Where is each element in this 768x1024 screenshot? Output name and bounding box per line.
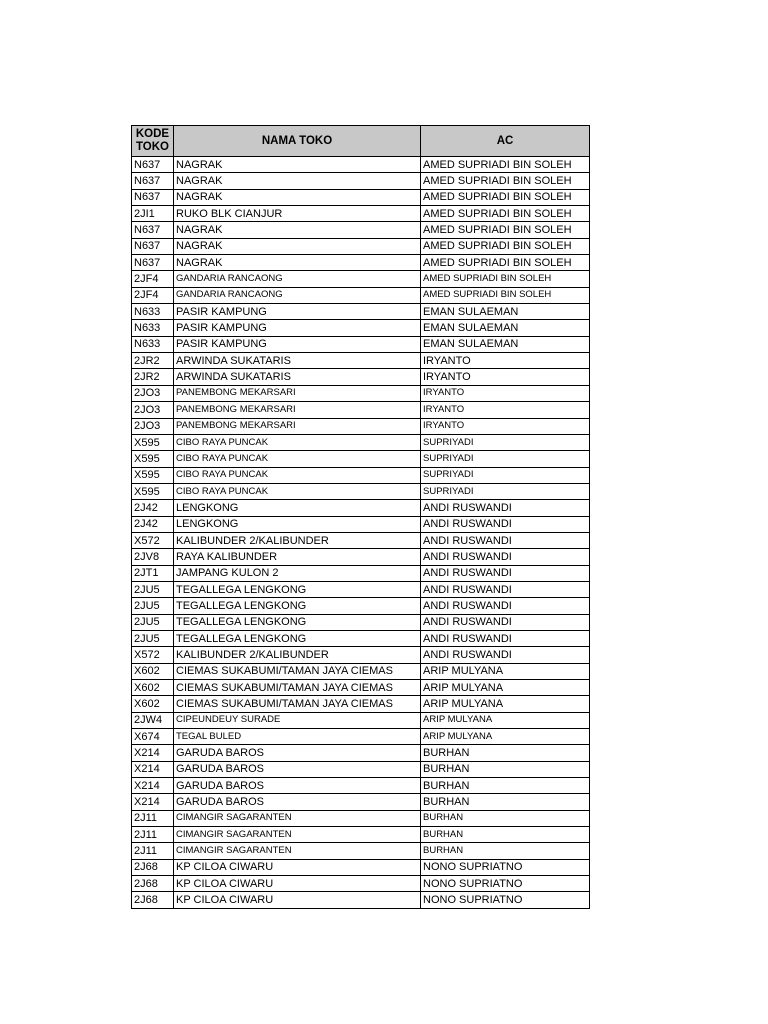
cell-nama-toko: PASIR KAMPUNG bbox=[174, 304, 421, 320]
header-kode-toko: KODE TOKO bbox=[132, 126, 174, 157]
cell-ac: BURHAN bbox=[421, 827, 590, 843]
cell-kode-toko: 2JU5 bbox=[132, 614, 174, 630]
cell-ac: IRYANTO bbox=[421, 418, 590, 434]
cell-nama-toko: KP CILOA CIWARU bbox=[174, 859, 421, 875]
table-row bbox=[132, 206, 590, 222]
cell-kode-toko: 2JF4 bbox=[132, 287, 174, 303]
cell-nama-toko: NAGRAK bbox=[174, 189, 421, 205]
cell-kode-toko: X214 bbox=[132, 794, 174, 810]
cell-nama-toko: CIEMAS SUKABUMI/TAMAN JAYA CIEMAS bbox=[174, 663, 421, 679]
cell-ac: AMED SUPRIADI BIN SOLEH bbox=[421, 189, 590, 205]
cell-nama-toko: CIBO RAYA PUNCAK bbox=[174, 467, 421, 483]
cell-nama-toko: LENGKONG bbox=[174, 500, 421, 516]
cell-kode-toko: N633 bbox=[132, 304, 174, 320]
table-row bbox=[132, 483, 590, 499]
table-row bbox=[132, 843, 590, 859]
table-row bbox=[132, 794, 590, 810]
cell-kode-toko: X595 bbox=[132, 467, 174, 483]
cell-ac: ANDI RUSWANDI bbox=[421, 614, 590, 630]
cell-kode-toko: X572 bbox=[132, 532, 174, 548]
table-row bbox=[132, 271, 590, 287]
table-row bbox=[132, 810, 590, 826]
store-table bbox=[131, 125, 590, 909]
cell-kode-toko: 2JI1 bbox=[132, 206, 174, 222]
table-row bbox=[132, 451, 590, 467]
cell-ac: ARIP MULYANA bbox=[421, 696, 590, 712]
cell-ac: AMED SUPRIADI BIN SOLEH bbox=[421, 222, 590, 238]
cell-kode-toko: 2JU5 bbox=[132, 581, 174, 597]
cell-ac: IRYANTO bbox=[421, 402, 590, 418]
table-row bbox=[132, 434, 590, 450]
cell-nama-toko: TEGALLEGA LENGKONG bbox=[174, 598, 421, 614]
table-row bbox=[132, 581, 590, 597]
table-row bbox=[132, 647, 590, 663]
cell-kode-toko: 2JO3 bbox=[132, 418, 174, 434]
cell-ac: NONO SUPRIATNO bbox=[421, 859, 590, 875]
cell-kode-toko: X595 bbox=[132, 483, 174, 499]
cell-nama-toko: CIMANGIR SAGARANTEN bbox=[174, 827, 421, 843]
cell-kode-toko: 2JO3 bbox=[132, 402, 174, 418]
table-row bbox=[132, 255, 590, 271]
cell-ac: EMAN SULAEMAN bbox=[421, 336, 590, 352]
cell-kode-toko: 2JO3 bbox=[132, 385, 174, 401]
cell-nama-toko: KP CILOA CIWARU bbox=[174, 892, 421, 908]
table-row bbox=[132, 157, 590, 173]
cell-ac: AMED SUPRIADI BIN SOLEH bbox=[421, 271, 590, 287]
cell-kode-toko: X595 bbox=[132, 451, 174, 467]
cell-nama-toko: NAGRAK bbox=[174, 238, 421, 254]
table-row bbox=[132, 173, 590, 189]
cell-kode-toko: X214 bbox=[132, 778, 174, 794]
cell-kode-toko: X602 bbox=[132, 680, 174, 696]
cell-nama-toko: KALIBUNDER 2/KALIBUNDER bbox=[174, 647, 421, 663]
cell-ac: ANDI RUSWANDI bbox=[421, 581, 590, 597]
cell-ac: SUPRIYADI bbox=[421, 483, 590, 499]
cell-nama-toko: TEGALLEGA LENGKONG bbox=[174, 630, 421, 646]
table-row bbox=[132, 238, 590, 254]
table-row bbox=[132, 778, 590, 794]
cell-kode-toko: N637 bbox=[132, 173, 174, 189]
cell-kode-toko: 2JV8 bbox=[132, 549, 174, 565]
table-row bbox=[132, 729, 590, 745]
table-row bbox=[132, 189, 590, 205]
cell-kode-toko: N633 bbox=[132, 336, 174, 352]
table-row bbox=[132, 402, 590, 418]
cell-ac: EMAN SULAEMAN bbox=[421, 304, 590, 320]
cell-ac: ANDI RUSWANDI bbox=[421, 647, 590, 663]
cell-kode-toko: X602 bbox=[132, 696, 174, 712]
table-row bbox=[132, 680, 590, 696]
cell-kode-toko: 2J42 bbox=[132, 500, 174, 516]
cell-nama-toko: PASIR KAMPUNG bbox=[174, 336, 421, 352]
table-row bbox=[132, 663, 590, 679]
header-nama-toko: NAMA TOKO bbox=[174, 126, 421, 157]
cell-ac: ARIP MULYANA bbox=[421, 663, 590, 679]
cell-kode-toko: 2J42 bbox=[132, 516, 174, 532]
cell-kode-toko: N637 bbox=[132, 189, 174, 205]
cell-ac: ANDI RUSWANDI bbox=[421, 500, 590, 516]
cell-nama-toko: NAGRAK bbox=[174, 173, 421, 189]
cell-ac: ANDI RUSWANDI bbox=[421, 565, 590, 581]
table-header bbox=[132, 126, 590, 157]
cell-nama-toko: CIPEUNDEUY SURADE bbox=[174, 712, 421, 728]
cell-nama-toko: JAMPANG KULON 2 bbox=[174, 565, 421, 581]
cell-nama-toko: CIMANGIR SAGARANTEN bbox=[174, 810, 421, 826]
cell-nama-toko: GARUDA BAROS bbox=[174, 745, 421, 761]
cell-kode-toko: 2JR2 bbox=[132, 369, 174, 385]
cell-nama-toko: PASIR KAMPUNG bbox=[174, 320, 421, 336]
cell-kode-toko: 2JU5 bbox=[132, 598, 174, 614]
cell-ac: AMED SUPRIADI BIN SOLEH bbox=[421, 287, 590, 303]
table-row bbox=[132, 696, 590, 712]
cell-ac: BURHAN bbox=[421, 810, 590, 826]
cell-nama-toko: TEGALLEGA LENGKONG bbox=[174, 614, 421, 630]
table-row bbox=[132, 467, 590, 483]
table-row bbox=[132, 532, 590, 548]
cell-ac: BURHAN bbox=[421, 761, 590, 777]
cell-ac: BURHAN bbox=[421, 843, 590, 859]
cell-ac: AMED SUPRIADI BIN SOLEH bbox=[421, 157, 590, 173]
cell-ac: ANDI RUSWANDI bbox=[421, 598, 590, 614]
table-row bbox=[132, 418, 590, 434]
cell-kode-toko: 2JR2 bbox=[132, 353, 174, 369]
cell-kode-toko: 2J68 bbox=[132, 859, 174, 875]
cell-kode-toko: N637 bbox=[132, 222, 174, 238]
cell-kode-toko: 2JW4 bbox=[132, 712, 174, 728]
table-row bbox=[132, 222, 590, 238]
cell-nama-toko: NAGRAK bbox=[174, 222, 421, 238]
cell-ac: AMED SUPRIADI BIN SOLEH bbox=[421, 173, 590, 189]
header-row bbox=[132, 126, 590, 157]
table-row bbox=[132, 304, 590, 320]
cell-ac: BURHAN bbox=[421, 794, 590, 810]
cell-ac: ARIP MULYANA bbox=[421, 712, 590, 728]
cell-kode-toko: 2J11 bbox=[132, 843, 174, 859]
cell-ac: SUPRIYADI bbox=[421, 434, 590, 450]
cell-nama-toko: CIEMAS SUKABUMI/TAMAN JAYA CIEMAS bbox=[174, 696, 421, 712]
table-row bbox=[132, 549, 590, 565]
table-row bbox=[132, 336, 590, 352]
cell-nama-toko: GANDARIA RANCAONG bbox=[174, 271, 421, 287]
cell-kode-toko: N637 bbox=[132, 238, 174, 254]
cell-ac: IRYANTO bbox=[421, 353, 590, 369]
table-row bbox=[132, 369, 590, 385]
cell-nama-toko: GARUDA BAROS bbox=[174, 778, 421, 794]
cell-nama-toko: KALIBUNDER 2/KALIBUNDER bbox=[174, 532, 421, 548]
cell-kode-toko: X595 bbox=[132, 434, 174, 450]
cell-nama-toko: PANEMBONG MEKARSARI bbox=[174, 402, 421, 418]
cell-nama-toko: CIBO RAYA PUNCAK bbox=[174, 434, 421, 450]
cell-nama-toko: GARUDA BAROS bbox=[174, 794, 421, 810]
cell-ac: BURHAN bbox=[421, 745, 590, 761]
cell-kode-toko: X602 bbox=[132, 663, 174, 679]
table-row bbox=[132, 320, 590, 336]
cell-ac: ANDI RUSWANDI bbox=[421, 630, 590, 646]
cell-ac: AMED SUPRIADI BIN SOLEH bbox=[421, 255, 590, 271]
cell-ac: IRYANTO bbox=[421, 385, 590, 401]
cell-ac: AMED SUPRIADI BIN SOLEH bbox=[421, 206, 590, 222]
cell-nama-toko: CIBO RAYA PUNCAK bbox=[174, 483, 421, 499]
cell-kode-toko: 2JT1 bbox=[132, 565, 174, 581]
table-row bbox=[132, 876, 590, 892]
table-row bbox=[132, 859, 590, 875]
table-row bbox=[132, 761, 590, 777]
cell-ac: EMAN SULAEMAN bbox=[421, 320, 590, 336]
cell-nama-toko: RUKO BLK CIANJUR bbox=[174, 206, 421, 222]
cell-kode-toko: N637 bbox=[132, 157, 174, 173]
cell-kode-toko: N637 bbox=[132, 255, 174, 271]
cell-nama-toko: NAGRAK bbox=[174, 157, 421, 173]
cell-kode-toko: 2J68 bbox=[132, 876, 174, 892]
table-row bbox=[132, 712, 590, 728]
cell-kode-toko: 2J11 bbox=[132, 810, 174, 826]
cell-ac: SUPRIYADI bbox=[421, 467, 590, 483]
cell-nama-toko: KP CILOA CIWARU bbox=[174, 876, 421, 892]
cell-kode-toko: 2J11 bbox=[132, 827, 174, 843]
table-row bbox=[132, 565, 590, 581]
cell-nama-toko: GARUDA BAROS bbox=[174, 761, 421, 777]
table-row bbox=[132, 827, 590, 843]
cell-kode-toko: 2JU5 bbox=[132, 630, 174, 646]
table-row bbox=[132, 353, 590, 369]
cell-kode-toko: N633 bbox=[132, 320, 174, 336]
cell-kode-toko: 2J68 bbox=[132, 892, 174, 908]
cell-nama-toko: TEGALLEGA LENGKONG bbox=[174, 581, 421, 597]
cell-nama-toko: CIMANGIR SAGARANTEN bbox=[174, 843, 421, 859]
table-row bbox=[132, 385, 590, 401]
cell-ac: SUPRIYADI bbox=[421, 451, 590, 467]
cell-nama-toko: NAGRAK bbox=[174, 255, 421, 271]
table-row bbox=[132, 516, 590, 532]
cell-kode-toko: X214 bbox=[132, 761, 174, 777]
table-row bbox=[132, 630, 590, 646]
table-row bbox=[132, 500, 590, 516]
cell-nama-toko: ARWINDA SUKATARIS bbox=[174, 369, 421, 385]
cell-ac: ARIP MULYANA bbox=[421, 680, 590, 696]
cell-kode-toko: X214 bbox=[132, 745, 174, 761]
cell-kode-toko: 2JF4 bbox=[132, 271, 174, 287]
cell-ac: ANDI RUSWANDI bbox=[421, 549, 590, 565]
cell-nama-toko: LENGKONG bbox=[174, 516, 421, 532]
cell-ac: NONO SUPRIATNO bbox=[421, 876, 590, 892]
cell-nama-toko: GANDARIA RANCAONG bbox=[174, 287, 421, 303]
header-ac: AC bbox=[421, 126, 590, 157]
cell-ac: ANDI RUSWANDI bbox=[421, 532, 590, 548]
table-row bbox=[132, 598, 590, 614]
cell-nama-toko: CIBO RAYA PUNCAK bbox=[174, 451, 421, 467]
table-body bbox=[132, 157, 590, 909]
cell-ac: ARIP MULYANA bbox=[421, 729, 590, 745]
cell-ac: ANDI RUSWANDI bbox=[421, 516, 590, 532]
table-row bbox=[132, 745, 590, 761]
cell-ac: BURHAN bbox=[421, 778, 590, 794]
cell-nama-toko: CIEMAS SUKABUMI/TAMAN JAYA CIEMAS bbox=[174, 680, 421, 696]
cell-kode-toko: X674 bbox=[132, 729, 174, 745]
cell-ac: IRYANTO bbox=[421, 369, 590, 385]
table-row bbox=[132, 892, 590, 908]
cell-nama-toko: PANEMBONG MEKARSARI bbox=[174, 385, 421, 401]
cell-nama-toko: TEGAL BULED bbox=[174, 729, 421, 745]
cell-ac: AMED SUPRIADI BIN SOLEH bbox=[421, 238, 590, 254]
cell-ac: NONO SUPRIATNO bbox=[421, 892, 590, 908]
cell-nama-toko: ARWINDA SUKATARIS bbox=[174, 353, 421, 369]
table-row bbox=[132, 614, 590, 630]
cell-nama-toko: RAYA KALIBUNDER bbox=[174, 549, 421, 565]
cell-kode-toko: X572 bbox=[132, 647, 174, 663]
cell-nama-toko: PANEMBONG MEKARSARI bbox=[174, 418, 421, 434]
table-row bbox=[132, 287, 590, 303]
